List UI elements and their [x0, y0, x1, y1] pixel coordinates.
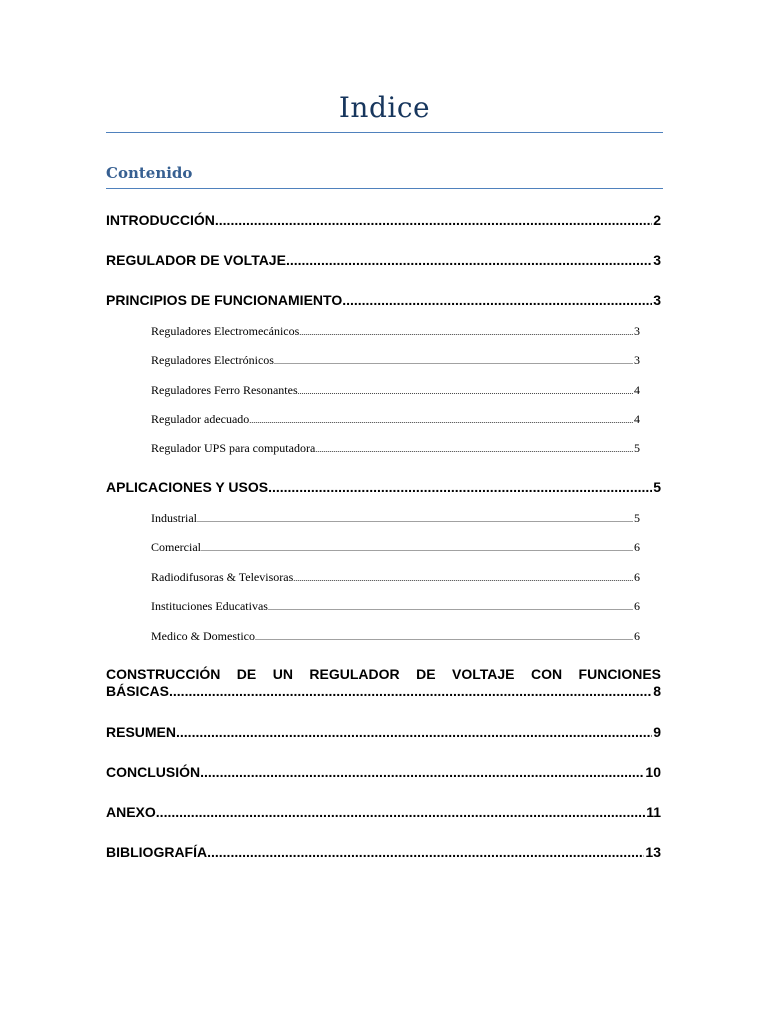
toc-entry-page: 6: [634, 570, 640, 584]
toc-entry-label: Comercial: [151, 540, 201, 554]
toc-entry-page: 10: [645, 764, 661, 780]
toc-entry-principios[interactable]: [106, 291, 661, 309]
toc-entry-page: 4: [634, 412, 640, 426]
toc-entry-page: 3: [634, 324, 640, 338]
toc-leader-dots: [156, 803, 645, 821]
toc-entry-page: 8: [653, 683, 661, 699]
toc-leader-dots: [200, 763, 644, 781]
toc-entry-label: Instituciones Educativas: [151, 599, 268, 613]
toc-entry-construccion[interactable]: [106, 666, 661, 700]
toc-subentry-radiodifusoras[interactable]: [151, 569, 640, 587]
toc-subentry-industrial[interactable]: [151, 510, 640, 528]
toc-leader-dots: [215, 211, 652, 229]
toc-subentry-regulador-adecuado[interactable]: [151, 411, 640, 429]
toc-entry-resumen[interactable]: [106, 723, 661, 741]
toc-entry-label: CONSTRUCCIÓN DE UN REGULADOR DE VOLTAJE CON FUNCIONES: [106, 666, 661, 682]
toc-entry-page: 6: [634, 540, 640, 554]
toc-entry-label: RESUMEN: [106, 724, 177, 740]
toc-subentry-electronicos[interactable]: [151, 352, 640, 370]
toc-leader-dots: [298, 384, 633, 400]
toc-subentry-ups[interactable]: [151, 440, 640, 458]
toc-subentry-instituciones[interactable]: [151, 598, 640, 616]
toc-leader-dots: [286, 251, 652, 269]
toc-subentry-comercial[interactable]: [151, 539, 640, 557]
toc-entry-label: REGULADOR DE VOLTAJE: [106, 252, 286, 268]
toc-leader-dots: [274, 354, 633, 370]
toc-leader-dots: [293, 571, 633, 587]
toc-entry-page: 13: [645, 844, 661, 860]
toc-entry-label: Reguladores Ferro Resonantes: [151, 383, 298, 397]
toc-leader-dots: [299, 325, 633, 341]
toc-leader-dots: [315, 442, 633, 458]
toc-leader-dots: [169, 683, 652, 700]
toc-entry-page: 6: [634, 599, 640, 613]
toc-entry-page: 4: [634, 383, 640, 397]
toc-entry-label: Reguladores Electromecánicos: [151, 324, 300, 338]
toc-entry-conclusion[interactable]: [106, 763, 661, 781]
toc-entry-page: 3: [653, 292, 661, 308]
toc-leader-dots: [268, 478, 652, 496]
page-title: Indice: [338, 91, 431, 124]
toc-leader-dots: [268, 600, 633, 616]
toc-entry-page: 5: [653, 479, 661, 495]
toc-entry-label: Reguladores Electrónicos: [151, 353, 274, 367]
toc-entry-page: 2: [653, 212, 661, 228]
toc-entry-label: Regulador UPS para computadora: [151, 441, 316, 455]
toc-leader-dots: [176, 723, 652, 741]
toc-leader-dots: [207, 843, 644, 861]
toc-leader-dots: [342, 291, 652, 309]
toc-entry-page: 6: [634, 629, 640, 643]
toc-entry-page: 9: [653, 724, 661, 740]
toc-entry-page: 11: [646, 804, 661, 820]
toc-entry-label: INTRODUCCIÓN: [106, 212, 215, 228]
toc-entry-introduccion[interactable]: [106, 211, 661, 229]
toc-subentry-ferro-resonantes[interactable]: [151, 382, 640, 400]
toc-entry-label: CONCLUSIÓN: [106, 764, 201, 780]
toc-entry-aplicaciones[interactable]: [106, 478, 661, 496]
toc-entry-regulador-de-voltaje[interactable]: [106, 251, 661, 269]
toc-leader-dots: [201, 541, 633, 557]
toc-entry-bibliografia[interactable]: [106, 843, 661, 861]
toc-entry-label: PRINCIPIOS DE FUNCIONAMIENTO: [106, 292, 343, 308]
toc-leader-dots: [197, 512, 633, 528]
toc-entry-anexo[interactable]: [106, 803, 661, 821]
toc-entry-label-continued: BÁSICAS: [106, 683, 170, 699]
toc-entry-page: 5: [634, 441, 640, 455]
toc-entry-page: 3: [634, 353, 640, 367]
toc-leader-dots: [255, 630, 633, 646]
toc-heading: Contenido: [106, 164, 193, 182]
toc-entry-page: 5: [634, 511, 640, 525]
toc-entry-label: APLICACIONES Y USOS: [106, 479, 269, 495]
toc-entry-label: Regulador adecuado: [151, 412, 250, 426]
toc-entry-label: Industrial: [151, 511, 197, 525]
toc-subentry-electromecanicos[interactable]: [151, 323, 640, 341]
toc-subentry-medico[interactable]: [151, 628, 640, 646]
toc-entry-label: Radiodifusoras & Televisoras: [151, 570, 294, 584]
toc-entry-label: BIBLIOGRAFÍA: [106, 844, 208, 860]
toc-leader-dots: [249, 413, 633, 429]
toc-entry-label: ANEXO: [106, 804, 156, 820]
toc-entry-page: 3: [653, 252, 661, 268]
toc-entry-label: Medico & Domestico: [151, 629, 255, 643]
